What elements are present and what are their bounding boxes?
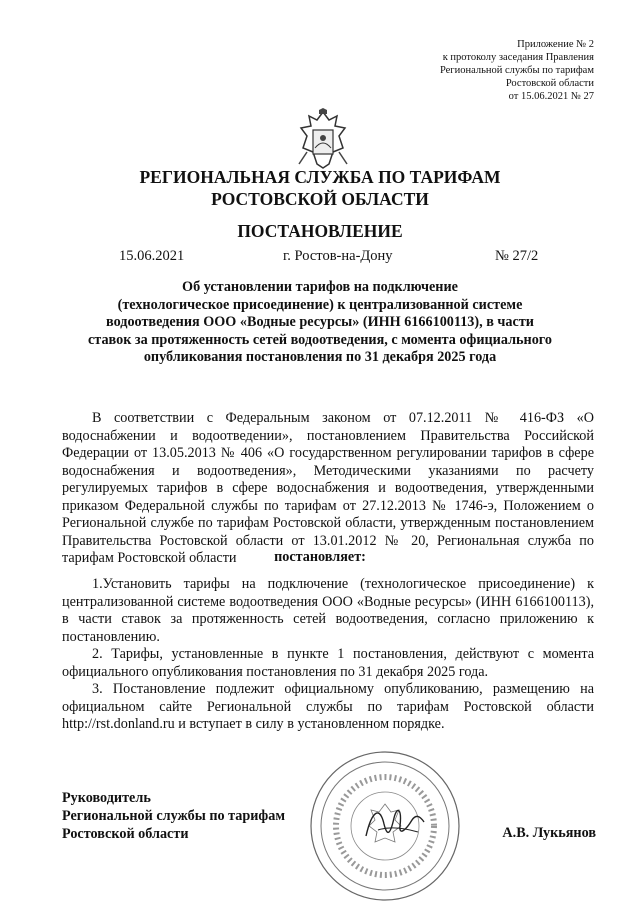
document-number: № 27/2 xyxy=(495,248,539,264)
appendix-note xyxy=(440,38,594,103)
org-line: РОСТОВСКОЙ ОБЛАСТИ xyxy=(211,189,429,209)
resolution-item: 1.Установить тарифы на подключение (технологическое присоединение) к централизованной системе водоотведения ООО «Водные ресурсы» (ИНН 6166100113), в части ставок за протяженность сетей водоотведения, согласно приложению к постановлению. xyxy=(62,576,594,645)
subject-line: Об установлении тарифов на подключение xyxy=(182,279,458,295)
organization-name xyxy=(0,166,640,210)
document-date: 15.06.2021 xyxy=(119,248,185,264)
coat-of-arms-icon xyxy=(293,108,353,172)
resolution-item: 3. Постановление подлежит официальному опубликованию, размещению на официальном сайте Региональной службы по тарифам Ростовской области http://rst.donland.ru и вступает в силу в установленном порядке. xyxy=(62,681,594,732)
appendix-line: к протоколу заседания Правления xyxy=(442,52,594,63)
appendix-line: от 15.06.2021 № 27 xyxy=(508,91,594,102)
signatory-line: Региональной службы по тарифам xyxy=(62,808,286,824)
handwritten-signature-icon xyxy=(360,800,430,846)
resolve-heading: постановляет: xyxy=(274,549,366,565)
subject-line: ставок за протяженность сетей водоотведения, с момента официального xyxy=(88,331,552,348)
subject-line: водоотведения ООО «Водные ресурсы» (ИНН 6166100113), в части xyxy=(106,314,534,330)
preamble-paragraph: В соответствии с Федеральным законом от 07.12.2011 № 416-ФЗ «О водоснабжении и водоотведении», постановлением Правительства Российской Федерации от 13.05.2013 № 406 «О государственном регулировании тарифов в сфере водоснабжения и водоотведения», Методическими указаниями по расчету регулируемых тарифов в сфере водоснабжения и водоотведения, утвержденными приказом Федеральной службы по тарифам от 27.12.2013 № 1746-э, Положением о Региональной службе по тарифам Ростовской области, утвержденным постановлением Правительства Ростовской области от 13.01.2012 № 20, Региональная служба по тарифам Ростовской области xyxy=(62,410,594,566)
signatory-title xyxy=(62,789,285,843)
appendix-line: Региональной службы по тарифам xyxy=(439,65,594,76)
signatory-line: Руководитель xyxy=(62,790,151,806)
resolution-item: 2. Тарифы, установленные в пункте 1 постановления, действуют с момента официального опубликования постановления по 31 декабря 2025 года. xyxy=(62,646,594,680)
signatory-line: Ростовской области xyxy=(62,826,189,842)
resolution-items xyxy=(62,576,594,734)
document-place: г. Ростов-на-Дону xyxy=(283,248,393,264)
signatory-name: А.В. Лукьянов xyxy=(502,825,596,841)
subject-line: опубликования постановления по 31 декабря 2025 года xyxy=(143,349,497,365)
appendix-line: Ростовской области xyxy=(505,78,594,89)
document-subject xyxy=(60,279,580,367)
document-type: ПОСТАНОВЛЕНИЕ xyxy=(237,221,403,241)
org-line: РЕГИОНАЛЬНАЯ СЛУЖБА ПО ТАРИФАМ xyxy=(139,167,501,187)
subject-line: (технологическое присоединение) к централизованной системе xyxy=(117,296,523,313)
appendix-line: Приложение № 2 xyxy=(517,39,594,50)
